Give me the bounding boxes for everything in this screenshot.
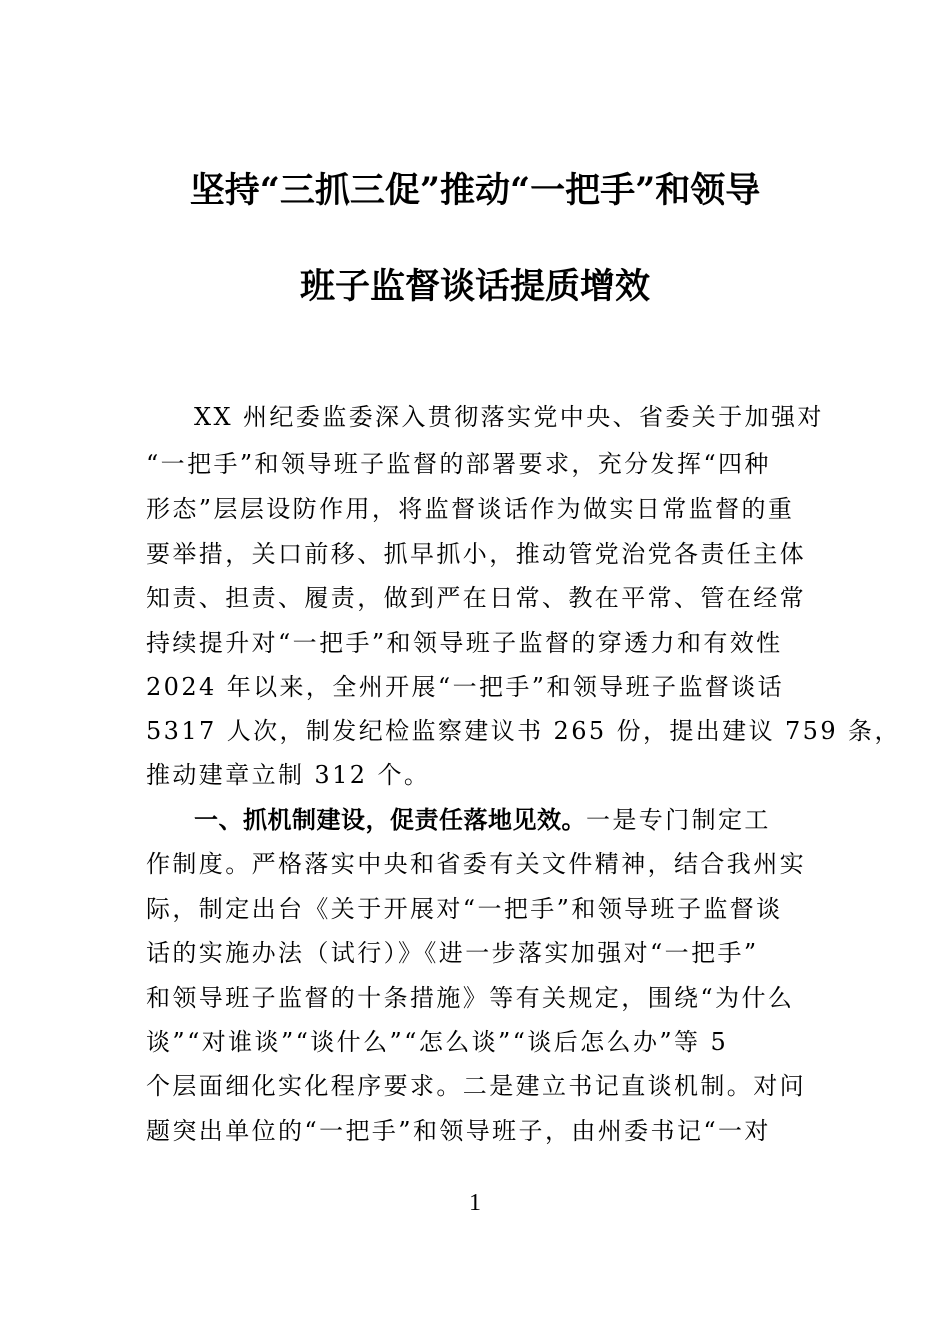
section-1-line: 谈”“对谁谈”“谈什么”“怎么谈”“谈后怎么办”等 5: [146, 1028, 729, 1056]
document-title-line-2: 班子监督谈话提质增效: [299, 266, 650, 307]
section-1-line: 话的实施办法（试行）》《进一步落实加强对“一把手”: [146, 939, 759, 967]
intro-paragraph-line: “一把手”和领导班子监督的部署要求，充分发挥“四种: [146, 450, 771, 478]
intro-paragraph-line: 2024 年以来，全州开展“一把手”和领导班子监督谈话: [146, 673, 785, 701]
intro-paragraph-line: 要举措，关口前移、抓早抓小，推动管党治党各责任主体: [146, 540, 806, 568]
section-1-line: 际，制定出台《关于开展对“一把手”和领导班子监督谈: [146, 895, 783, 923]
intro-paragraph-line: 推动建章立制 312 个。: [146, 761, 431, 789]
section-1-first-line-text: 一是专门制定工: [586, 806, 771, 834]
section-1-heading: 一、抓机制建设，促责任落地见效。: [194, 806, 586, 834]
page-number: 1: [469, 1190, 481, 1216]
section-1-line: 个层面细化实化程序要求。二是建立书记直谈机制。对问: [146, 1072, 806, 1100]
intro-paragraph-line: 知责、担责、履责，做到严在日常、教在平常、管在经常: [146, 584, 806, 612]
section-1-line: 题突出单位的“一把手”和领导班子，由州委书记“一对: [146, 1117, 771, 1145]
section-1-line: 作制度。严格落实中央和省委有关文件精神，结合我州实: [146, 850, 806, 878]
intro-paragraph-line: 5317 人次，制发纪检监察建议书 265 份，提出建议 759 条，: [146, 717, 901, 745]
intro-paragraph-line: 形态”层层设防作用，将监督谈话作为做实日常监督的重: [146, 495, 795, 523]
intro-paragraph-line: 持续提升对“一把手”和领导班子监督的穿透力和有效性: [146, 629, 783, 657]
document-title-line-1: 坚持“三抓三促”推动“一把手”和领导: [189, 170, 761, 211]
section-1-first-line: [194, 805, 806, 835]
section-1-line: 和领导班子监督的十条措施》等有关规定，围绕“为什么: [146, 984, 795, 1012]
intro-paragraph-line: XX 州纪委监委深入贯彻落实党中央、省委关于加强对: [194, 403, 824, 431]
